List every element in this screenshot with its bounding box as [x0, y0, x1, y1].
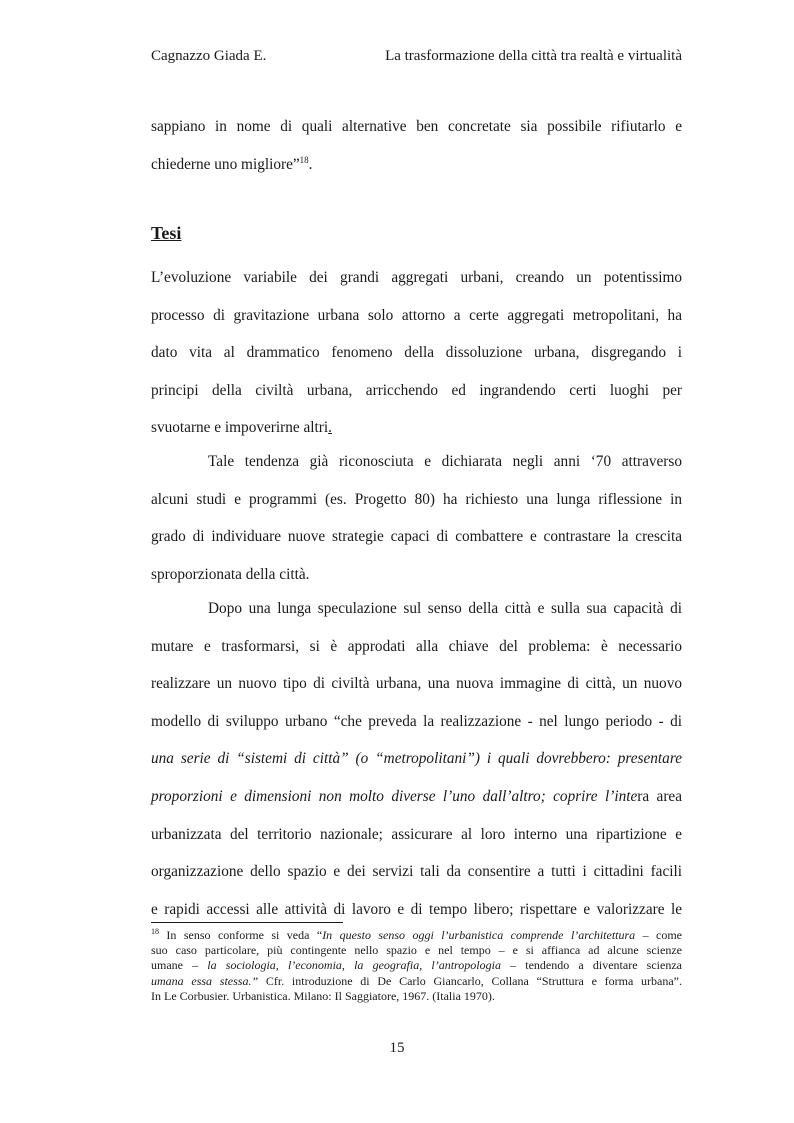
- text-line: organizzazione dello spazio e dei servizi tali da consentire a tutti i cittadini facili: [151, 863, 682, 881]
- footnote-ref[interactable]: 18: [299, 154, 309, 165]
- text-line: modello di sviluppo urbano “che preveda la realizzazione - nel lungo periodo - di: [151, 712, 682, 730]
- text-line: sappiano in nome di quali alternative ben concretate sia possibile rifiutarlo e: [151, 118, 682, 135]
- text-line: una serie di “sistemi di città” (o “metropolitani”) i quali dovrebbero: presentare: [151, 750, 682, 768]
- text-line: realizzare un nuovo tipo di civiltà urbana, una nuova immagine di città, un nuovo: [151, 675, 682, 693]
- text-line: sproporzionata della città.: [151, 565, 310, 583]
- header-title: La trasformazione della città tra realtà e virtualità: [385, 48, 682, 64]
- footnote-divider: [151, 922, 343, 923]
- section-heading: Tesi: [151, 223, 182, 243]
- paragraph-3: [151, 590, 682, 928]
- text-line: urbanizzata del territorio nazionale; assicurare al loro interno una ripartizione e: [151, 825, 682, 843]
- text-line: alcuni studi e programmi (es. Progetto 80) ha richiesto una lunga riflessione in: [151, 490, 682, 508]
- page-header: [151, 48, 682, 65]
- text-line: Dopo una lunga speculazione sul senso della città e sulla sua capacità di: [208, 600, 682, 617]
- paragraph-2: [151, 443, 682, 593]
- intro-paragraph: [151, 108, 682, 183]
- text-line: L’evoluzione variabile dei grandi aggregati urbani, creando un potentissimo: [151, 269, 682, 286]
- text-line: Tale tendenza già riconosciuta e dichiarata negli anni ‘70 attraverso: [208, 453, 682, 470]
- text-line: mutare e trasformarsi, si è approdati alla chiave del problema: è necessario: [151, 637, 682, 655]
- text-line: grado di individuare nuove strategie capaci di combattere e contrastare la crescita: [151, 528, 682, 546]
- text-line: dato vita al drammatico fenomeno della dissoluzione urbana, disgregando i: [151, 344, 682, 362]
- text-line: svuotarne e impoverirne altri.: [151, 419, 332, 437]
- text-line: chiederne uno migliore”$^{18}$.: [151, 154, 313, 173]
- page-number: 15: [389, 1040, 405, 1056]
- header-author: Cagnazzo Giada E.: [151, 48, 267, 64]
- text-line: proporzioni e dimensioni non molto diverse l’uno dall’altro; coprire l’intera area: [151, 787, 682, 805]
- footnote: $^{18}$ In senso conforme si veda “In questo senso oggi l’urbanistica comprende l’architettura – come suo caso particolare, più contingente nello spazio e nel tempo – e si affianca ad alcune scienze umane – la sociologia, l’economia, la geografia, l’antropologia – tendendo a diventare scienza umana essa stessa.” Cfr. introduzione di De Carlo Giancarlo, Collana “Struttura e forma urbana”. In Le Corbusier. Urbanistica. Milano: Il Saggiatore, 1967. (Italia 1970).: [151, 927, 682, 1003]
- footnote-number: 18: [151, 927, 159, 936]
- text-line: e rapidi accessi alle attività di lavoro e di tempo libero; rispettare e valorizzare le: [151, 900, 682, 918]
- paragraph-1: [151, 259, 682, 447]
- text-line: principi della civiltà urbana, arricchendo ed ingrandendo certi luoghi per: [151, 381, 682, 399]
- text-line: processo di gravitazione urbana solo attorno a certe aggregati metropolitani, ha: [151, 306, 682, 324]
